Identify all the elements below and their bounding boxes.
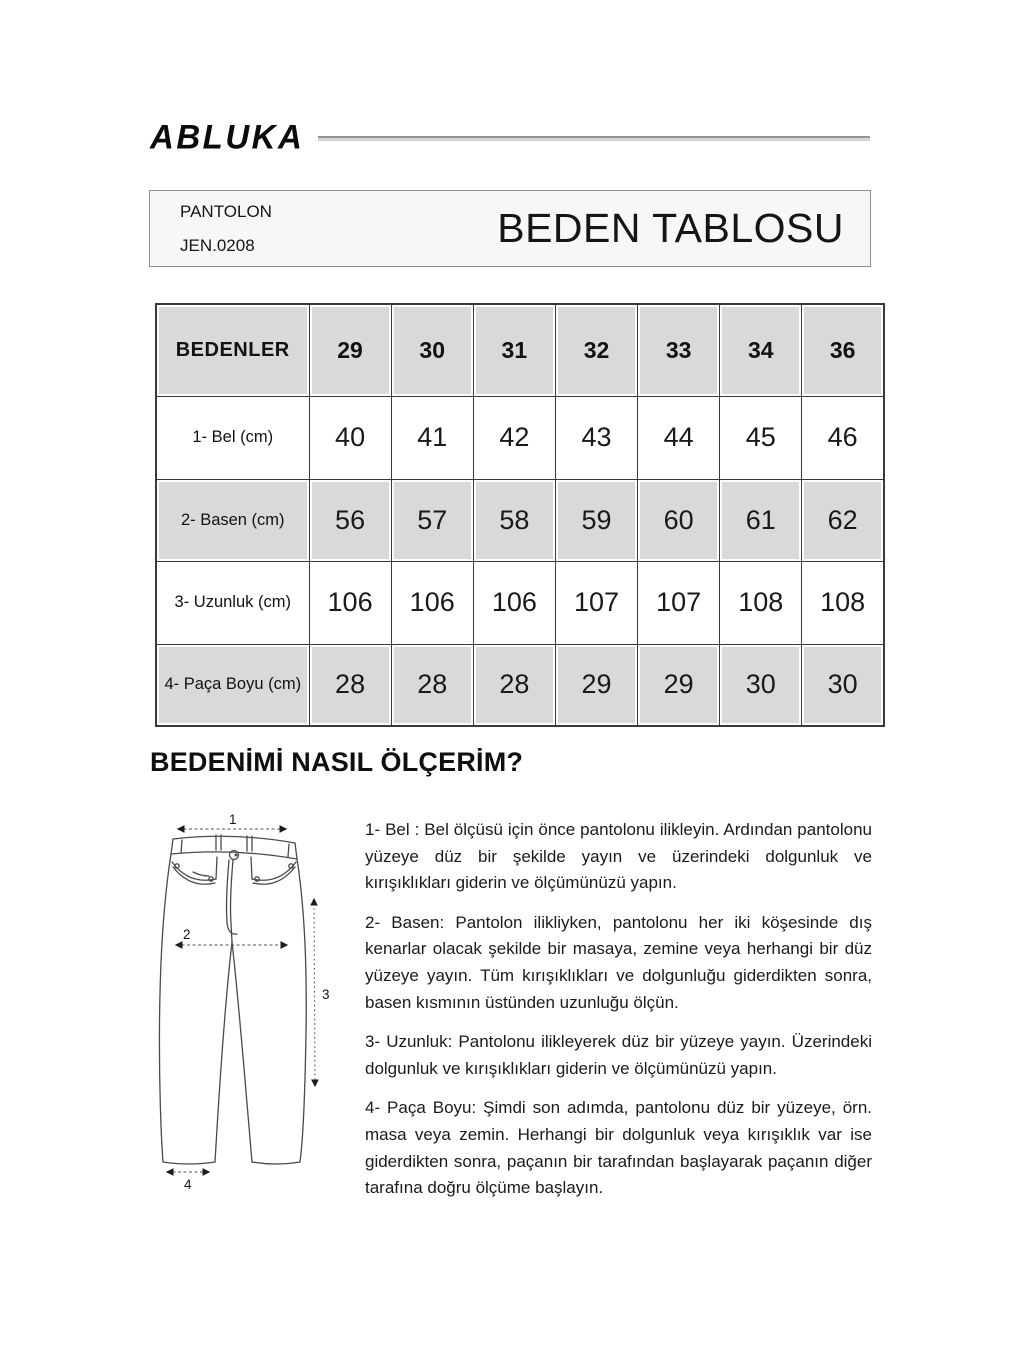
size-column-header: 34 bbox=[720, 304, 802, 396]
size-column-header: 32 bbox=[555, 304, 637, 396]
instruction-paragraph-basen: 2- Basen: Pantolon ilikliyken, pantolonu her iki köşesinde dış kenarlar olacak şekilde bir masaya, zemine veya herhangi bir düz yüzeye yayın. Tüm kırışıklıkları ve dolgunluğu giderdikten sonra, basen kısmının üstünden uzunluğu ölçün. bbox=[365, 912, 872, 1012]
size-column-header: 33 bbox=[638, 304, 720, 396]
cell-value: 46 bbox=[802, 396, 884, 479]
brand-logo: ABLUKA bbox=[150, 117, 305, 156]
instruction-paragraph-paca-boyu: 4- Paça Boyu: Şimdi son adımda, pantolonu düz bir yüzeye, örn. masa veya zemin. Herhangi bir dolgunluk veya kırışıklık var ise giderdikten sonra, paçanın bir tarafından başlayarak paçanın diğer tarafına doğru ölçüme başlayın. bbox=[365, 1098, 872, 1198]
cell-value: 106 bbox=[309, 561, 391, 644]
page-title: BEDEN TABLOSU bbox=[497, 205, 844, 251]
cell-value: 106 bbox=[473, 561, 555, 644]
measure-heading: BEDENİMİ NASIL ÖLÇERİM? bbox=[150, 747, 524, 777]
product-type: PANTOLON bbox=[180, 202, 272, 222]
size-column-header: 30 bbox=[391, 304, 473, 396]
row-label: 1- Bel (cm) bbox=[156, 396, 309, 479]
cell-value: 108 bbox=[802, 561, 884, 644]
size-column-header: 29 bbox=[309, 304, 391, 396]
cell-value: 45 bbox=[720, 396, 802, 479]
cell-value: 30 bbox=[720, 644, 802, 726]
cell-value: 43 bbox=[555, 396, 637, 479]
table-row-bel bbox=[156, 396, 884, 479]
cell-value: 107 bbox=[638, 561, 720, 644]
cell-value: 107 bbox=[555, 561, 637, 644]
cell-value: 60 bbox=[638, 479, 720, 561]
size-column-header: 36 bbox=[802, 304, 884, 396]
product-meta bbox=[180, 195, 272, 261]
row-label: 3- Uzunluk (cm) bbox=[156, 561, 309, 644]
marker-2: 2 bbox=[183, 927, 191, 942]
row-label: 2- Basen (cm) bbox=[156, 479, 309, 561]
cell-value: 28 bbox=[391, 644, 473, 726]
cell-value: 58 bbox=[473, 479, 555, 561]
brand-rule-line bbox=[318, 136, 870, 141]
pants-measurement-diagram bbox=[95, 813, 345, 1208]
cell-value: 108 bbox=[720, 561, 802, 644]
size-table-corner-header: BEDENLER bbox=[156, 304, 309, 396]
row-label: 4- Paça Boyu (cm) bbox=[156, 644, 309, 726]
cell-value: 42 bbox=[473, 396, 555, 479]
size-table-header-row bbox=[156, 304, 884, 396]
pants-outline bbox=[159, 835, 306, 1164]
size-column-header: 31 bbox=[473, 304, 555, 396]
cell-value: 56 bbox=[309, 479, 391, 561]
marker-4: 4 bbox=[184, 1177, 192, 1192]
cell-value: 61 bbox=[720, 479, 802, 561]
product-code: JEN.0208 bbox=[180, 235, 255, 255]
cell-value: 29 bbox=[555, 644, 637, 726]
instruction-paragraph-bel: 1- Bel : Bel ölçüsü için önce pantolonu ilikleyin. Ardından pantolonu yüzeye düz bir şekilde yayın ve üzerindeki dolgunluk ve kırışıklıkları giderin ve ölçümünüzü yapın. bbox=[365, 820, 872, 893]
cell-value: 29 bbox=[638, 644, 720, 726]
brand-row bbox=[150, 119, 870, 155]
cell-value: 41 bbox=[391, 396, 473, 479]
measurement-labels bbox=[183, 813, 330, 1192]
cell-value: 40 bbox=[309, 396, 391, 479]
cell-value: 44 bbox=[638, 396, 720, 479]
cell-value: 59 bbox=[555, 479, 637, 561]
cell-value: 30 bbox=[802, 644, 884, 726]
cell-value: 106 bbox=[391, 561, 473, 644]
cell-value: 28 bbox=[309, 644, 391, 726]
cell-value: 28 bbox=[473, 644, 555, 726]
cell-value: 62 bbox=[802, 479, 884, 561]
instruction-paragraph-uzunluk: 3- Uzunluk: Pantolonu ilikleyerek düz bir yüzeye yayın. Üzerindeki dolgunluk ve kırışıklıkları giderin ve ölçümünüzü yapın. bbox=[365, 1032, 872, 1078]
table-row-uzunluk bbox=[156, 561, 884, 644]
table-row-basen bbox=[156, 479, 884, 561]
product-info-box bbox=[149, 190, 871, 267]
marker-3: 3 bbox=[322, 987, 330, 1002]
table-row-paca-boyu bbox=[156, 644, 884, 726]
measure-instructions bbox=[365, 817, 872, 1202]
marker-1: 1 bbox=[229, 813, 237, 827]
length-arrow bbox=[314, 899, 315, 1086]
size-table bbox=[155, 303, 885, 727]
cell-value: 57 bbox=[391, 479, 473, 561]
